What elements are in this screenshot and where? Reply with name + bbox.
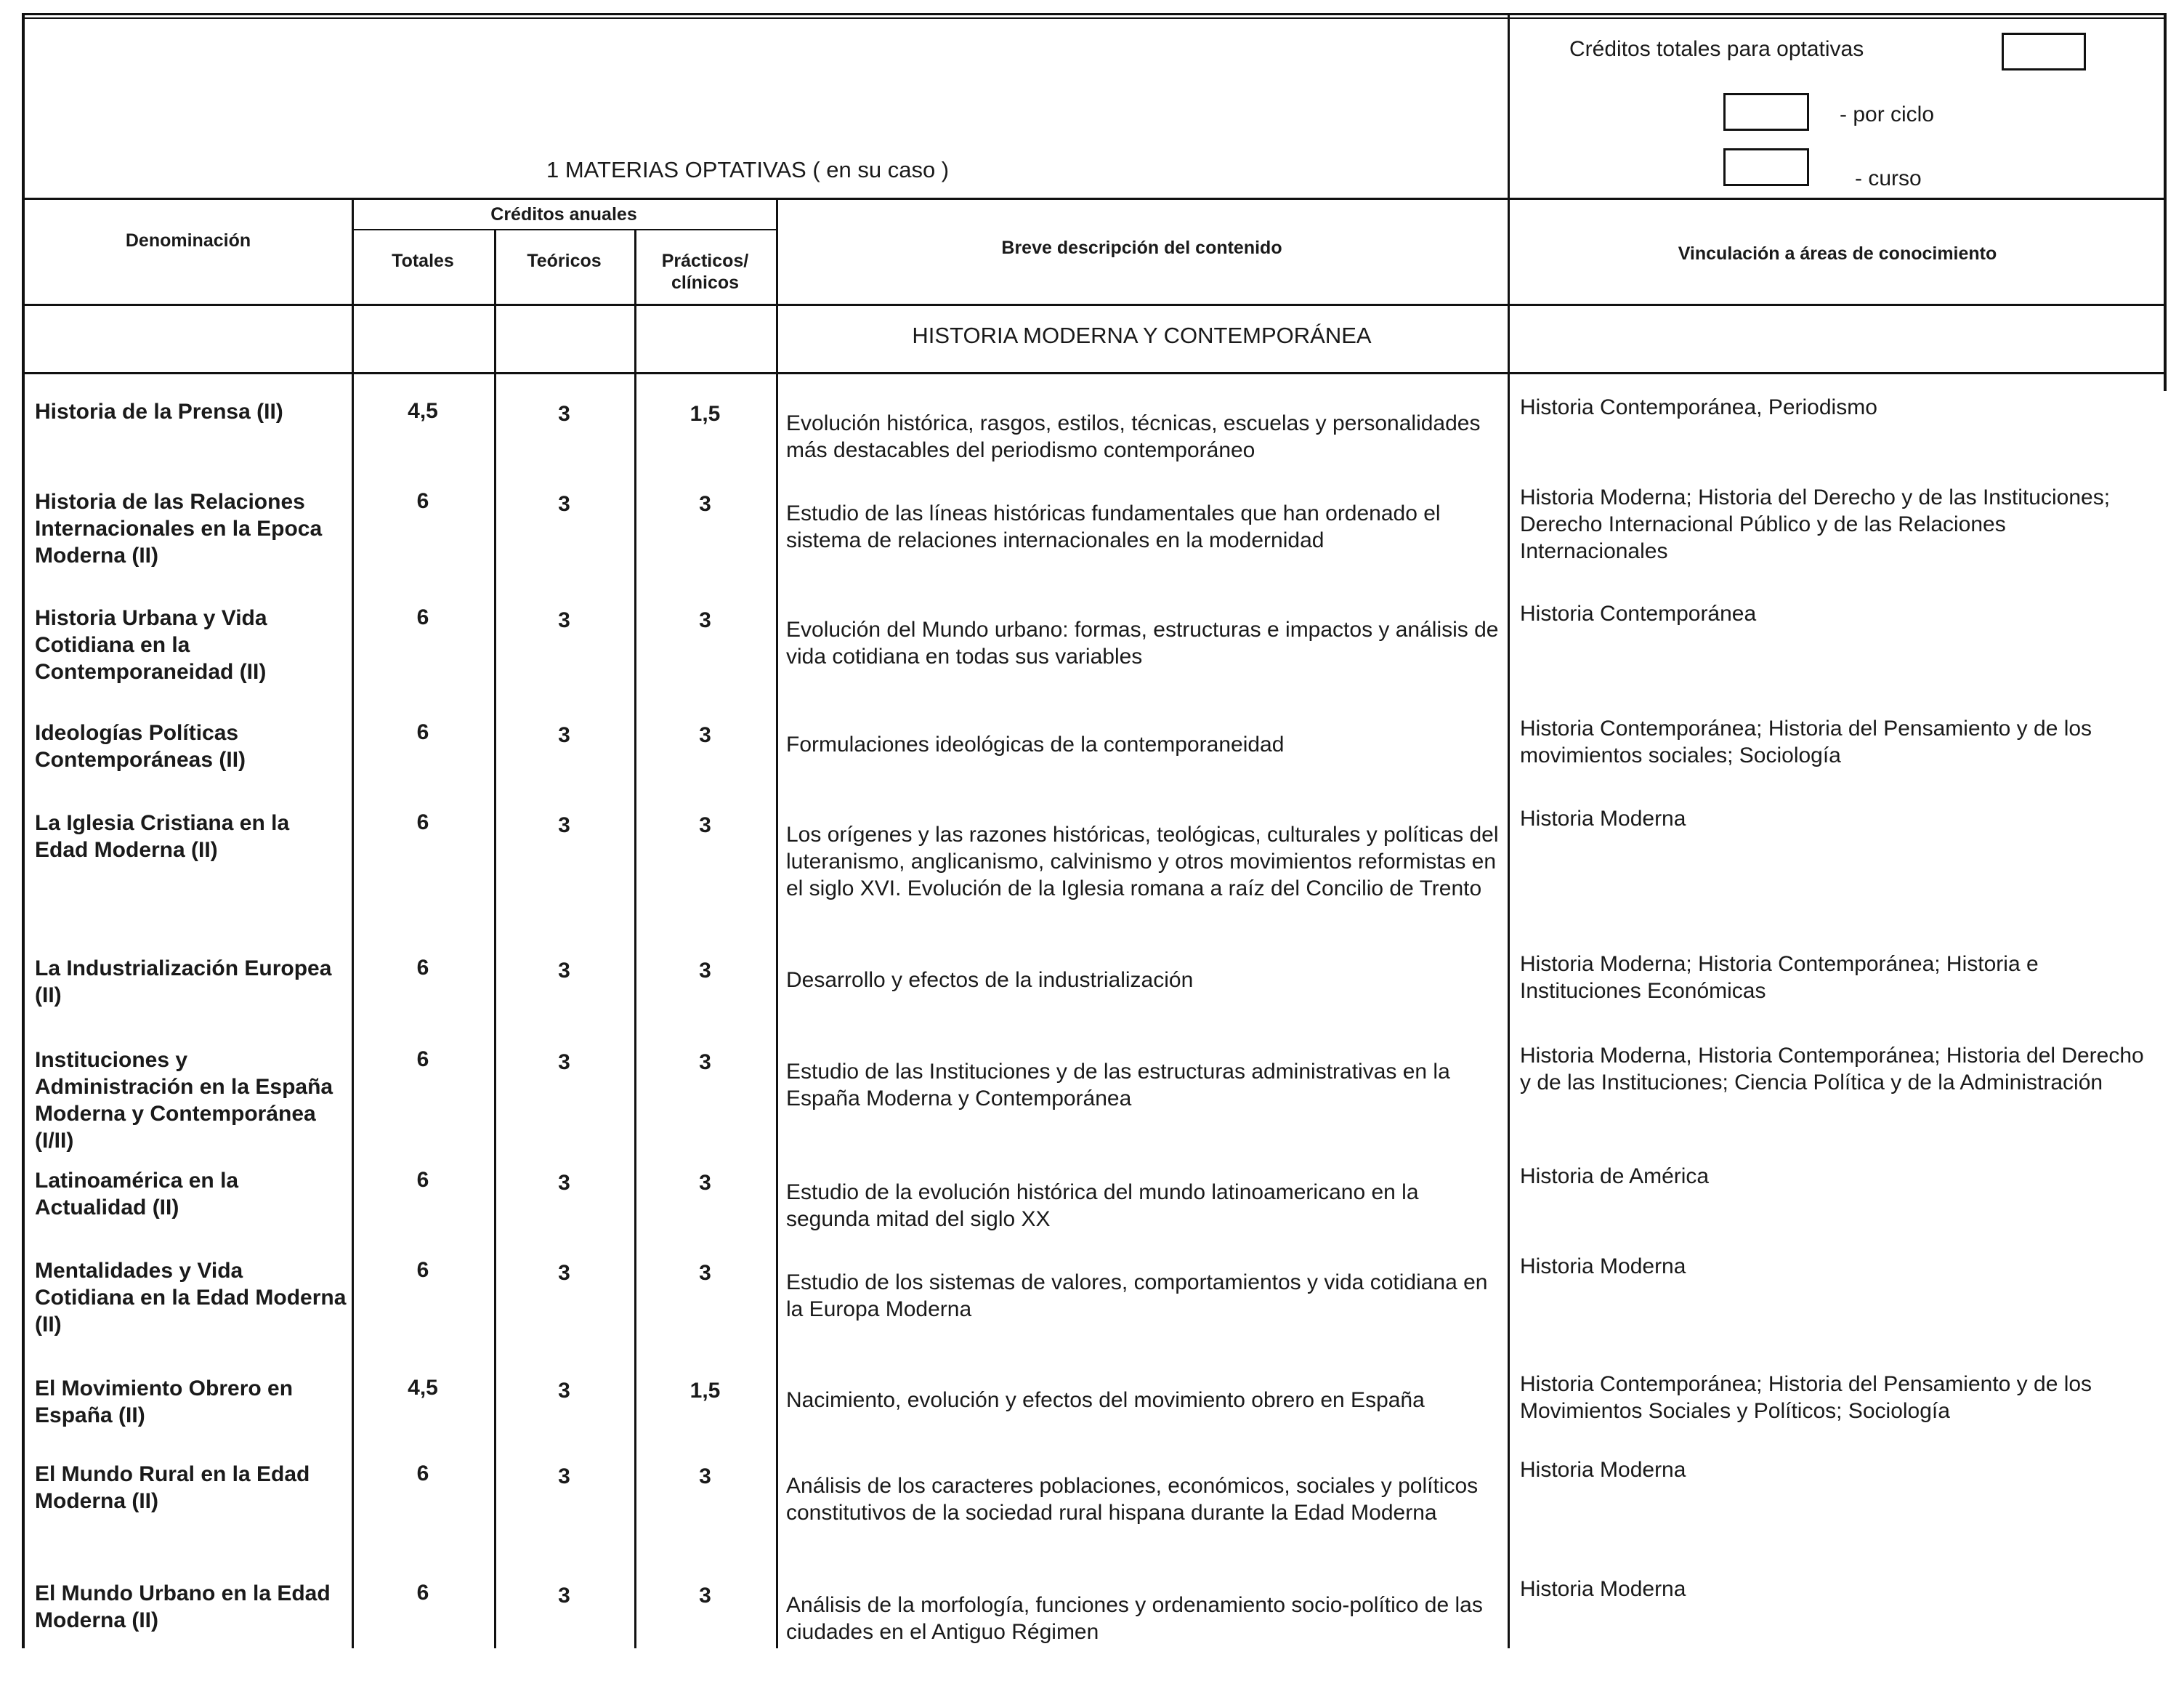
row-areas: Historia Moderna [1520,1458,1686,1482]
row-descripcion: Los orígenes y las razones históricas, teológicas, culturales y políticas del luteranismo, anglicanismo, calvinismo y otros movimientos reformistas en el siglo XVI. Evolución de la Iglesia romana a raíz del Concilio de Trento [786,823,1499,900]
row-descripcion: Estudio de los sistemas de valores, comportamientos y vida cotidiana en la Europa Moderna [786,1270,1488,1321]
row-denominacion: El Mundo Urbano en la Edad Moderna (II) [35,1581,331,1632]
row-areas: Historia Contemporánea [1520,602,1757,626]
row-teoricos: 3 [558,813,570,837]
per-cycle-label: - por ciclo [1840,102,1935,126]
row-practicos: 1,5 [689,1379,721,1403]
row-denominacion: El Movimiento Obrero en España (II) [35,1376,294,1427]
section-title: 1 MATERIAS OPTATIVAS ( en su caso ) [546,157,950,182]
row-practicos: 3 [699,1171,711,1195]
row-descripcion: Evolución del Mundo urbano: formas, estructuras e impactos y análisis de vida cotidiana en todas sus variables [786,618,1499,669]
row-totales: 4,5 [408,399,438,423]
row-teoricos: 3 [558,1050,570,1074]
row-areas: Historia Moderna, Historia Contemporánea; Historia del Derecho y de las Instituciones; Ciencia Política y de la Administración [1520,1044,2144,1095]
row-areas: Historia Moderna [1520,807,1686,831]
row-practicos: 3 [699,1261,711,1285]
row-totales: 6 [416,1462,429,1486]
row-totales: 6 [416,1258,429,1282]
row-totales: 6 [416,956,429,980]
row-descripcion: Análisis de los caracteres poblaciones, económicos, sociales y políticos constitutivos de la sociedad rural hispana durante la Edad Moderna [786,1474,1479,1525]
row-totales: 6 [416,1047,429,1071]
row-denominacion: Historia de la Prensa (II) [35,400,283,424]
row-areas: Historia Contemporánea; Historia del Pensamiento y de los Movimientos Sociales y Políticos; Sociología [1520,1372,2092,1423]
row-practicos: 1,5 [689,402,721,426]
col-header-creditos-anuales: Créditos anuales [490,204,637,225]
row-practicos: 3 [699,492,711,516]
group-bottom-line [22,372,2165,374]
row-totales: 4,5 [408,1376,438,1400]
table-top-border-inner [22,17,2164,19]
row-practicos: 3 [699,1584,711,1608]
row-areas: Historia Moderna; Historia Contemporánea; Historia e Instituciones Económicas [1520,952,2039,1003]
row-totales: 6 [416,720,429,744]
row-totales: 6 [416,489,429,513]
row-teoricos: 3 [558,723,570,747]
table-top-border [22,13,2164,15]
row-descripcion: Desarrollo y efectos de la industrialización [786,968,1194,992]
credits-total-label: Créditos totales para optativas [1569,37,1864,61]
row-teoricos: 3 [558,608,570,632]
row-teoricos: 3 [558,1584,570,1608]
creditos-sub-line [352,229,776,230]
row-practicos: 3 [699,723,711,747]
row-practicos: 3 [699,813,711,837]
col-header-teoricos: Teóricos [527,251,602,271]
row-denominacion: Latinoamérica en la Actualidad (II) [35,1169,239,1220]
group-title: HISTORIA MODERNA Y CONTEMPORÁNEA [912,323,1372,348]
row-denominacion: Ideologías Políticas Contemporáneas (II) [35,721,246,772]
col-header-totales: Totales [392,251,454,271]
per-cycle-box[interactable] [1723,93,1809,131]
col-divider-4 [776,198,778,1648]
row-totales: 6 [416,1168,429,1192]
row-denominacion: Historia de las Relaciones Internacionales en la Epoca Moderna (II) [35,490,323,568]
row-totales: 6 [416,605,429,629]
row-teoricos: 3 [558,1171,570,1195]
col-divider-2 [494,229,496,1648]
row-areas: Historia Contemporánea; Historia del Pensamiento y de los movimientos sociales; Sociología [1520,717,2092,767]
row-practicos: 3 [699,1464,711,1488]
row-denominacion: Historia Urbana y Vida Cotidiana en la Contemporaneidad (II) [35,606,267,684]
header-bottom-line [22,198,2165,200]
col-header-descripcion: Breve descripción del contenido [1001,238,1282,258]
row-descripcion: Análisis de la morfología, funciones y ordenamiento socio-político de las ciudades en el Antiguo Régimen [786,1593,1483,1644]
row-totales: 6 [416,1581,429,1605]
row-teoricos: 3 [558,492,570,516]
col-header-practicos: Prácticos/ clínicos [661,251,749,293]
row-teoricos: 3 [558,1379,570,1403]
row-denominacion: Mentalidades y Vida Cotidiana en la Edad Moderna (II) [35,1259,347,1337]
colhead-bottom-line [22,304,2165,306]
row-practicos: 3 [699,959,711,983]
row-descripcion: Estudio de la evolución histórica del mundo latinoamericano en la segunda mitad del siglo XX [786,1180,1419,1231]
row-practicos: 3 [699,1050,711,1074]
row-denominacion: La Iglesia Cristiana en la Edad Moderna (II) [35,811,290,862]
row-descripcion: Evolución histórica, rasgos, estilos, técnicas, escuelas y personalidades más destacables del periodismo contemporáneo [786,411,1481,462]
per-course-label: - curso [1855,166,1922,190]
table-left-border [22,13,25,1648]
row-areas: Historia Moderna; Historia del Derecho y de las Instituciones; Derecho Internacional Público y de las Relaciones Internacionales [1520,485,2111,563]
row-descripcion: Nacimiento, evolución y efectos del movimiento obrero en España [786,1388,1425,1412]
row-denominacion: Instituciones y Administración en la España Moderna y Contemporánea (I/II) [35,1048,333,1153]
row-practicos: 3 [699,608,711,632]
row-teoricos: 3 [558,1261,570,1285]
row-areas: Historia Moderna [1520,1577,1686,1601]
credits-total-box[interactable] [2002,33,2086,70]
row-teoricos: 3 [558,402,570,426]
row-areas: Historia Contemporánea, Periodismo [1520,395,1877,419]
row-denominacion: La Industrialización Europea (II) [35,956,332,1007]
row-descripcion: Formulaciones ideológicas de la contemporaneidad [786,733,1285,757]
row-teoricos: 3 [558,959,570,983]
row-denominacion: El Mundo Rural en la Edad Moderna (II) [35,1462,310,1513]
col-header-denominacion: Denominación [125,230,251,251]
per-course-box[interactable] [1723,148,1809,186]
row-totales: 6 [416,810,429,834]
row-teoricos: 3 [558,1464,570,1488]
row-descripcion: Estudio de las líneas históricas fundamentales que han ordenado el sistema de relaciones internacionales en la modernidad [786,501,1441,552]
table-right-border [2164,13,2167,391]
row-areas: Historia de América [1520,1164,1710,1188]
row-areas: Historia Moderna [1520,1254,1686,1278]
row-descripcion: Estudio de las Instituciones y de las estructuras administrativas en la España Moderna y Contemporánea [786,1060,1450,1110]
col-divider-3 [634,229,636,1648]
col-header-vinculacion: Vinculación a áreas de conocimiento [1678,243,1997,264]
